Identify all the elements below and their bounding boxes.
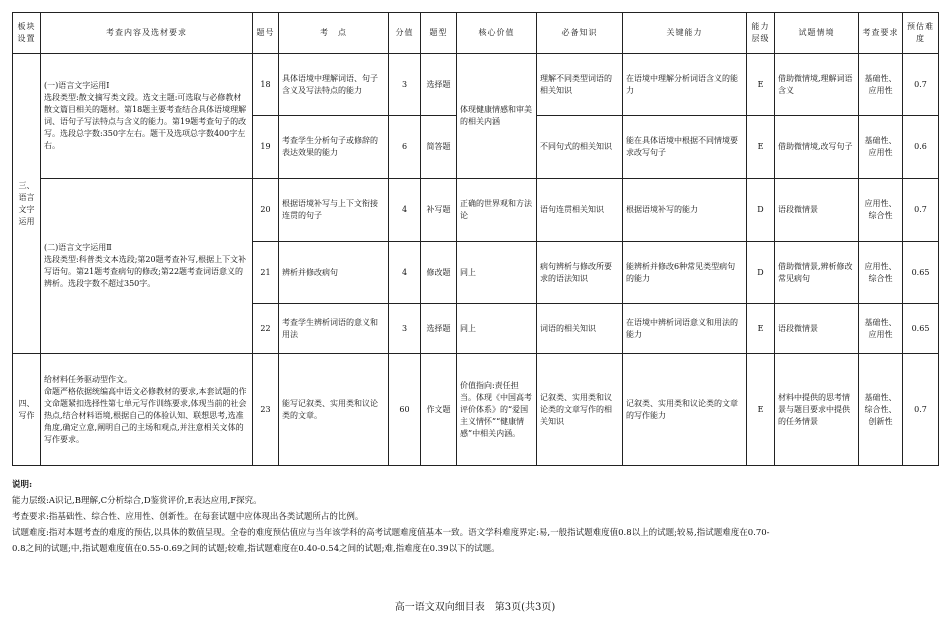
header-test-point: 考 点 [279,13,389,54]
test-point: 考查学生辨析词语的意义和用法 [279,304,389,354]
content-requirement [41,179,253,354]
test-context: 借助微情境,改写句子 [775,116,859,179]
key-ability: 在语境中辨析词语意义和用法的能力 [623,304,747,354]
score: 3 [389,304,421,354]
essential-knowledge: 词语的相关知识 [537,304,623,354]
score: 4 [389,179,421,242]
table-row [13,54,939,116]
key-ability: 在语境中理解分析词语含义的能力 [623,54,747,116]
section-name: 三、语言文字运用 [13,54,41,354]
table-row [13,354,939,466]
test-context: 借助微情景,辨析修改常见病句 [775,242,859,304]
ability-level: D [747,242,775,304]
test-point: 辨析并修改病句 [279,242,389,304]
question-type: 作文题 [421,354,457,466]
header-level: 能力层级 [747,13,775,54]
header-question-no: 题号 [253,13,279,54]
essential-knowledge: 不同句式的相关知识 [537,116,623,179]
test-context: 借助微情境,理解词语含义 [775,54,859,116]
header-context: 试题情境 [775,13,859,54]
specification-table [12,12,939,466]
essential-knowledge: 病句辨析与修改所要求的语法知识 [537,242,623,304]
note-line: 能力层级:A识记,B理解,C分析综合,D鉴赏评价,E表达应用,F探究。 [12,496,262,506]
test-point: 能写记叙类、实用类和议论类的文章。 [279,354,389,466]
content-requirement [41,354,253,466]
test-point: 考查学生分析句子或修辞的表达效果的能力 [279,116,389,179]
requirement-title: 给材料任务驱动型作文。 [44,374,132,384]
header-core-value: 核心价值 [457,13,537,54]
content-requirement [41,54,253,179]
estimated-difficulty: 0.7 [903,54,939,116]
test-requirement: 基础性、应用性 [859,54,903,116]
question-number: 21 [253,242,279,304]
estimated-difficulty: 0.65 [903,242,939,304]
question-number: 19 [253,116,279,179]
estimated-difficulty: 0.7 [903,354,939,466]
test-requirement: 基础性、应用性 [859,116,903,179]
header-score: 分值 [389,13,421,54]
key-ability: 根据语境补写的能力 [623,179,747,242]
score: 4 [389,242,421,304]
test-point: 具体语境中理解词语、句子含义及写法特点的能力 [279,54,389,116]
note-line: 试题难度:指对本题考查的难度的预估,以具体的数值呈现。全卷的难度预估值应与当年该学科的高考试题难度值基本一致。语文学科难度界定:易,一般指试题难度值0.8以上的试题;较易,指试题难度在0.70- [12,528,770,538]
header-knowledge: 必备知识 [537,13,623,54]
test-context: 语段微情景 [775,179,859,242]
ability-level: E [747,54,775,116]
question-number: 20 [253,179,279,242]
requirement-title: (一)语言文字运用Ⅰ [44,81,110,90]
header-type: 题型 [421,13,457,54]
essential-knowledge: 记叙类、实用类和议论类的文章写作的相关知识 [537,354,623,466]
key-ability: 记叙类、实用类和议论类的文章的写作能力 [623,354,747,466]
core-value: 价值指向:责任担当。体现《中国高考评价体系》的“爱国主义情怀”“健康情感”中相关内涵。 [457,354,537,466]
note-line: 考查要求:指基础性、综合性、应用性、创新性。在每套试题中应体现出各类试题所占的比例。 [12,512,364,522]
header-content: 考查内容及选材要求 [41,13,253,54]
question-type: 补写题 [421,179,457,242]
notes-title: 说明: [12,480,33,490]
estimated-difficulty: 0.65 [903,304,939,354]
test-context: 语段微情景 [775,304,859,354]
section-name: 四、写作 [13,354,41,466]
test-requirement: 应用性、综合性 [859,179,903,242]
question-type: 选择题 [421,304,457,354]
estimated-difficulty: 0.7 [903,179,939,242]
question-type: 简答题 [421,116,457,179]
score: 60 [389,354,421,466]
requirement-body: 选段类型:散文摘写类文段。选文主题:可选取与必修教材散文篇目相关的题材。第18题主要考查结合具体语境理解词、语句子写法特点与含义的能力。第19题考查句子的改写。选段总字数:350字左右。题干及选项总字数400字左右。 [44,93,247,150]
question-number: 22 [253,304,279,354]
estimated-difficulty: 0.6 [903,116,939,179]
test-point: 根据语境补写与上下文衔接连贯的句子 [279,179,389,242]
question-number: 18 [253,54,279,116]
core-value: 同上 [457,304,537,354]
score: 6 [389,116,421,179]
key-ability: 能在具体语境中根据不同情境要求改写句子 [623,116,747,179]
table-row [13,179,939,242]
ability-level: E [747,354,775,466]
header-ability: 关键能力 [623,13,747,54]
requirement-body: 命题严格依据统编高中语文必修教材的要求,本套试题的作文命题紧扣选择性第七单元写作训练要求,体现当前的社会热点,结合材料语境,根据自己的体验认知、联想思考,选准角度,确定立意,阐明自己的主场和观点,并注意相关文体的写作要求。 [44,386,247,444]
score: 3 [389,54,421,116]
test-requirement: 应用性、综合性 [859,242,903,304]
requirement-title: (二)语言文字运用Ⅱ [44,243,112,252]
test-requirement: 基础性、综合性、创新性 [859,354,903,466]
ability-level: E [747,116,775,179]
ability-level: E [747,304,775,354]
ability-level: D [747,179,775,242]
notes [12,477,938,557]
test-context: 材料中提供的思考情景与题目要求中提供的任务情景 [775,354,859,466]
note-line: 0.8之间的试题;中,指试题难度值在0.55-0.69之间的试题;较难,指试题难度在0.40-0.54之间的试题;难,指难度在0.39以下的试题。 [12,544,500,554]
key-ability: 能辨析并修改6种常见类型病句的能力 [623,242,747,304]
essential-knowledge: 理解不同类型词语的相关知识 [537,54,623,116]
essential-knowledge: 语句连贯相关知识 [537,179,623,242]
core-value: 正确的世界观和方法论 [457,179,537,242]
page-footer: 高一语文双向细目表 第3页(共3页) [394,602,556,613]
question-type: 修改题 [421,242,457,304]
header-requirement: 考查要求 [859,13,903,54]
header-row [13,13,939,54]
question-number: 23 [253,354,279,466]
header-section: 板块设置 [13,13,41,54]
header-difficulty: 预估难度 [903,13,939,54]
question-type: 选择题 [421,54,457,116]
test-requirement: 基础性、应用性 [859,304,903,354]
core-value: 同上 [457,242,537,304]
core-value: 体现健康情感和审美的相关内涵 [457,54,537,179]
requirement-body: 选段类型:科普类文本选段;第20题考查补写,根据上下文补写语句。第21题考查病句的修改;第22题考查词语意义的辨析。选段字数不超过350字。 [44,255,247,288]
